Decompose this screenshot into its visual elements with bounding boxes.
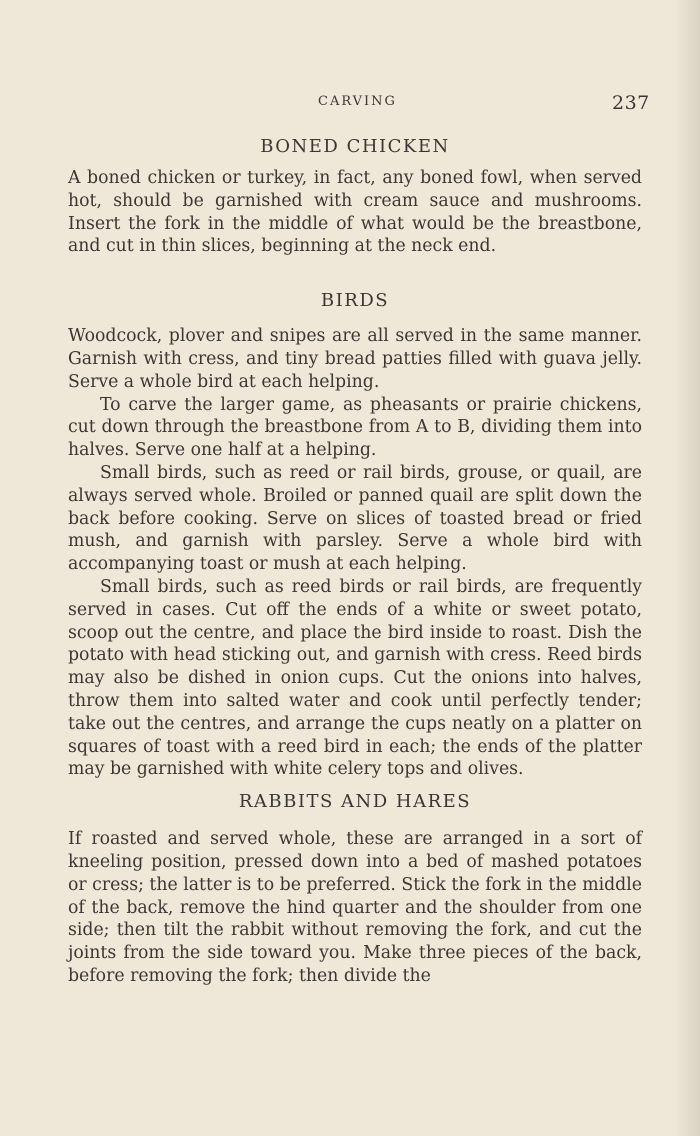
paragraph-birds-1: Woodcock, plover and snipes are all served in the same manner. Garnish with cress, and tiny bread patties filled with guava jelly. Serve a whole bird at each helping.	[68, 326, 642, 392]
heading-boned-chicken: BONED CHICKEN	[260, 136, 450, 157]
paragraph-rabbits: If roasted and served whole, these are arranged in a sort of kneeling position, pressed down into a bed of mashed potatoes or cress; the latter is to be preferred. Stick the fork in the middle of the back, remove the hind quarter and the shoulder from one side; then tilt the rabbit without removing the fork, and cut the joints from the side toward you. Make three pieces of the back, before removing the fork; then divide the	[68, 829, 642, 986]
paragraph-boned-chicken: A boned chicken or turkey, in fact, any boned fowl, when served hot, should be garnished with cream sauce and mushrooms. Insert the fork in the middle of what would be the breastbone, and cut in thin slices, beginning at the neck end.	[68, 168, 642, 257]
heading-rabbits-and-hares: RABBITS AND HARES	[238, 791, 472, 813]
page-edge-shadow	[674, 0, 700, 1136]
page-number: 237	[612, 92, 650, 114]
paragraph-birds-4: Small birds, such as reed birds or rail birds, are frequently served in cases. Cut off the ends of a white or sweet potato, scoop out the centre, and place the bird inside to roast. Dish the potato with head sticking out, and garnish with cress. Reed birds may also be dished in onion cups. Cut the onions into halves, throw them into salted water and cook until perfectly tender; take out the centres, and arrange the cups neatly on a platter on squares of toast with a reed bird in each; the ends of the platter may be garnished with white celery tops and olives.	[68, 576, 642, 780]
page-body	[68, 128, 642, 988]
paragraph-birds-2: To carve the larger game, as pheasants or prairie chickens, cut down through the breastbone from A to B, dividing them into halves. Serve one half at a helping.	[68, 394, 642, 461]
running-header-title: CARVING	[318, 94, 397, 109]
running-header	[0, 92, 700, 116]
heading-birds: BIRDS	[320, 290, 390, 312]
paragraph-birds-3: Small birds, such as reed or rail birds, grouse, or quail, are always served whole. Broiled or panned quail are split down the back before cooking. Serve on slices of toasted bread or fried mush, and garnish with parsley. Serve a whole bird with accompanying toast or mush at each helping.	[68, 462, 642, 575]
